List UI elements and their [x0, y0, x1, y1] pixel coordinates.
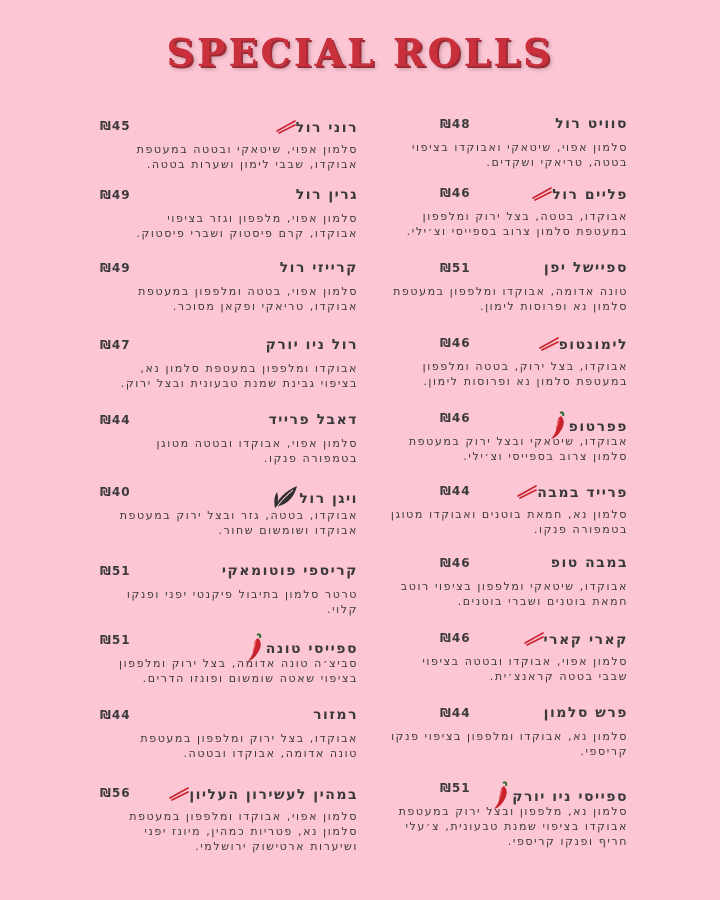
menu-item-name	[555, 116, 628, 132]
menu-item-header	[100, 337, 358, 359]
menu-item-name-text: ספייסי טונה	[265, 641, 358, 657]
menu-item-name	[167, 785, 358, 805]
menu-item-name-text: קארי קארי	[543, 632, 628, 648]
menu-item-price: ₪44	[100, 413, 131, 427]
menu-item-price: ₪46	[440, 411, 471, 425]
menu-item-name	[269, 484, 358, 514]
menu-item	[100, 187, 358, 241]
menu-item-header	[100, 785, 358, 807]
menu-item-name	[551, 555, 628, 571]
menu-item-price: ₪49	[100, 261, 131, 275]
menu-item-description: אבוקדו, בטטה, בצל ירוק ומלפפון במעטפת סלמון צרוב בספייסי וצ׳ילי.	[406, 210, 628, 238]
menu-item-name	[544, 705, 628, 721]
menu-item-name	[530, 185, 628, 205]
menu-item-description: סלמון אפוי, אבוקדו ומלפפון במעטפת סלמון נא, פטריות כמהין, מיונז יפני ושיערות ארטישוק ירושלמי.	[129, 810, 358, 853]
menu-item-price: ₪46	[440, 186, 471, 200]
menu-item	[100, 484, 358, 538]
menu-item-description: סלמון אפוי, שיטאקי ואבוקדו בציפוי בטטה, טריאקי ושקדים.	[411, 141, 628, 169]
menu-item-header	[388, 483, 628, 505]
menu-item-name-text: קריספי פוטומאקי	[221, 563, 358, 579]
menu-item-name	[269, 412, 358, 428]
menu-item-price: ₪44	[440, 484, 471, 498]
menu-item-name-text: רמזור	[313, 707, 358, 723]
menu-item	[100, 707, 358, 761]
menu-item-name-text: לימונטופ	[558, 337, 628, 353]
menu-item	[100, 260, 358, 314]
menu-item-price: ₪49	[100, 188, 131, 202]
menu-item-name	[515, 483, 628, 503]
menu-item-name-text: רול ניו יורק	[265, 337, 358, 353]
menu-item-name	[274, 118, 358, 138]
menu-item	[388, 483, 628, 537]
menu-item	[388, 410, 628, 464]
menu-item-name-text: ויגן רול	[299, 491, 358, 507]
menu-item-description: סביצ׳ה טונה אדומה, בצל ירוק ומלפפון בציפוי שאטה שומשום ופונזו הדרים.	[118, 657, 358, 685]
menu-item	[100, 785, 358, 854]
menu-item-header	[100, 260, 358, 282]
menu-item-header	[388, 260, 628, 282]
menu-item-header	[388, 116, 628, 138]
menu-item-description: טרטר סלמון בתיבול פיקנטי יפני ופנקו קלוי.	[126, 588, 358, 616]
menu-item-name-text: פליים רול	[552, 187, 628, 203]
menu-item-name-text: ספיישל יפן	[543, 260, 628, 276]
menu-item-name	[488, 780, 628, 814]
menu-item-name-text: קרייזי רול	[279, 260, 358, 276]
menu-item	[388, 335, 628, 389]
menu-item-description: סלמון נא, אבוקדו ומלפפון בציפוי פנקו קריספי.	[391, 730, 628, 758]
chili-pepper-icon	[490, 780, 512, 814]
menu-item-name	[266, 337, 358, 353]
menu-item	[388, 116, 628, 170]
chopsticks-icon	[169, 785, 189, 805]
menu-item-header	[388, 410, 628, 435]
menu-item-description: אבוקדו, בטטה, גזר ובצל ירוק במעטפת אבוקדו ושומשום שחור.	[119, 509, 358, 537]
chopsticks-icon	[517, 483, 537, 503]
menu-item-price: ₪46	[440, 336, 471, 350]
menu-item-description: סלמון אפוי, מלפפון וגזר בציפוי אבוקדו, קרם פיסטוק ושברי פיסטוק.	[136, 212, 358, 240]
menu-item-name	[313, 707, 358, 723]
menu-item-description: סלמון נא, מלפפון ובצל ירוק במעטפת אבוקדו בציפוי שמנת טבעונית, צ׳עלי חריף ופנקו קריספי.	[398, 805, 628, 848]
menu-title: SPECIAL ROLLS	[166, 30, 554, 75]
menu-item	[388, 185, 628, 239]
menu-item-description: אבוקדו, בצל ירוק ומלפפון במעטפת טונה אדומה, אבוקדו ובטטה.	[140, 732, 358, 760]
menu-item-name-text: ספייסי ניו יורק	[512, 789, 628, 805]
menu-item	[100, 412, 358, 466]
chopsticks-icon	[276, 118, 296, 138]
menu-item	[388, 705, 628, 759]
menu-item	[388, 260, 628, 314]
menu-item-price: ₪51	[440, 261, 471, 275]
menu-item-header	[100, 412, 358, 434]
menu-item-description: אבוקדו, בצל ירוק, בטטה ומלפפון במעטפת סלמון נא ופרוסות לימון.	[422, 360, 628, 388]
menu-item	[388, 780, 628, 849]
menu-item-name-text: גרין רול	[295, 187, 358, 203]
menu-item-description: סלמון אפוי, בטטה ומלפפון במעטפת אבוקדו, טריאקי ופקאן מסוכר.	[138, 285, 358, 313]
menu-item-price: ₪46	[440, 556, 471, 570]
menu-item-description: טונה אדומה, אבוקדו ומלפפון במעטפת סלמון נא ופרוסות לימון.	[393, 285, 628, 313]
menu-item-header	[100, 563, 358, 585]
chopsticks-icon	[539, 335, 559, 355]
menu-item-name	[242, 632, 358, 666]
menu-item-name-text: פרייד במבה	[537, 485, 628, 501]
menu-item-name-text: דאבל פרייד	[268, 412, 358, 428]
menu-item-header	[100, 484, 358, 507]
menu-item-name-text: רוני רול	[295, 120, 358, 136]
menu-item-price: ₪51	[100, 564, 131, 578]
menu-item-name-text: פרש סלמון	[543, 705, 628, 721]
menu-item-price: ₪44	[100, 708, 131, 722]
chili-pepper-icon	[547, 410, 569, 444]
menu-item-name	[545, 410, 628, 444]
menu-item-name	[296, 187, 358, 203]
menu-item	[388, 630, 628, 684]
menu-item-price: ₪46	[440, 631, 471, 645]
menu-item	[100, 632, 358, 686]
menu-item-name	[537, 335, 628, 355]
menu-item	[100, 118, 358, 172]
menu-item-header	[388, 705, 628, 727]
chili-pepper-icon	[244, 632, 266, 666]
menu-item-name	[222, 563, 358, 579]
menu-item-name-text: פפרטופ	[568, 419, 628, 435]
chopsticks-icon	[532, 185, 552, 205]
menu-item-name-text: סוויט רול	[555, 116, 628, 132]
menu-item-name	[522, 630, 628, 650]
menu-item-name	[544, 260, 628, 276]
menu-item-name	[280, 260, 358, 276]
menu-item-header	[100, 187, 358, 209]
chopsticks-icon	[524, 630, 544, 650]
menu-item-header	[388, 555, 628, 577]
menu-item-header	[388, 185, 628, 207]
vegan-leaf-icon	[271, 484, 299, 514]
menu-item-header	[100, 632, 358, 657]
menu-item-header	[100, 118, 358, 140]
menu-item-price: ₪51	[440, 781, 471, 795]
menu-item-price: ₪47	[100, 338, 131, 352]
menu-item-description: אבוקדו ומלפפון במעטפת סלמון נא, בציפוי גבינת שמנת טבעונית ובצל ירוק.	[120, 362, 358, 390]
menu-item-header	[388, 780, 628, 805]
menu-item	[100, 563, 358, 617]
menu-item-description: סלמון אפוי, אבוקדו ובטטה מטוגן בטמפורה פנקו.	[156, 437, 358, 465]
menu-item-price: ₪48	[440, 117, 471, 131]
menu-item-description: אבוקדו, שיטאקי ובצל ירוק במעטפת סלמון צרוב בספייסי וצ׳ילי.	[408, 435, 628, 463]
menu-item	[100, 337, 358, 391]
menu-item-description: אבוקדו, שיטאקי ומלפפון בציפוי רוטב חמאת בוטנים ושברי בוטנים.	[400, 580, 628, 608]
menu-item-price: ₪56	[100, 786, 131, 800]
menu-item-price: ₪45	[100, 119, 131, 133]
menu-item-description: סלמון אפוי, שיטאקי ובטטה במעטפת אבוקדו, שבבי לימון ושערות בטטה.	[136, 143, 358, 171]
menu-item-header	[388, 630, 628, 652]
menu-item-header	[388, 335, 628, 357]
menu-item-header	[100, 707, 358, 729]
menu-item-price: ₪44	[440, 706, 471, 720]
menu-item	[388, 555, 628, 609]
menu-item-name-text: במבה טופ	[550, 555, 628, 571]
menu-item-price: ₪51	[100, 633, 131, 647]
menu-item-name-text: במהין לעשירון העליון	[189, 787, 358, 803]
menu-item-description: סלמון נא, חמאת בוטנים ואבוקדו מטוגן בטמפורה פנקו.	[390, 508, 628, 536]
menu-item-price: ₪40	[100, 485, 131, 499]
menu-item-description: סלמון אפוי, אבוקדו ובטטה בציפוי שבבי בטטה קראנצ׳ית.	[422, 655, 628, 683]
